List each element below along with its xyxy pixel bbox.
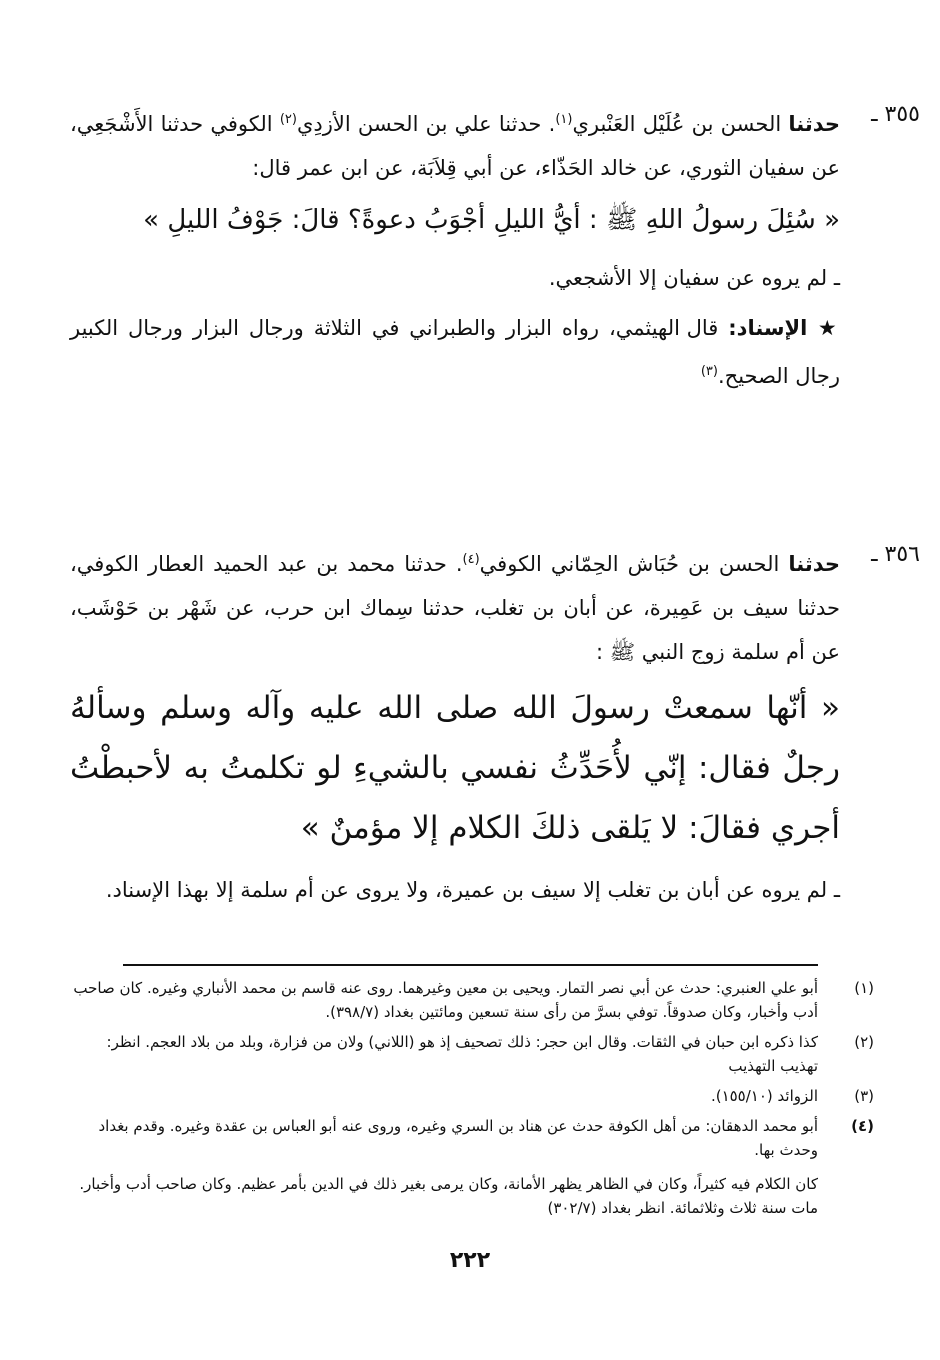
- footnote: [70, 1030, 874, 1078]
- hadith-number: ٣٥٦ ـ: [871, 542, 920, 567]
- isnad-paragraph: [70, 538, 840, 674]
- footnote-text: كذا ذكره ابن حبان في الثقات. وقال ابن حجر: ذلك تصحيف إذ هو (اللاني) ولان من فزارة، وبلد من بلاد العجم. انظر: تهذيب التهذيب: [106, 1033, 818, 1075]
- page-number: ٢٢٢: [449, 1248, 491, 1273]
- footnote: [70, 976, 874, 1024]
- footnote-continuation: كان الكلام فيه كثيراً، وكان في الظاهر يظهر الأمانة، وكان يرمى بغير ذلك في الدين بأمر عظيم. وكان صاحب أدب وأخبار. مات سنة ثلاث وثلاثمائة. انظر بغداد (٣٠٢/٧): [79, 1175, 818, 1217]
- isnad-text: الحسن بن حُبَاش الحِمّاني الكوفي: [479, 552, 780, 576]
- hadith-matn: « سُئِلَ رسولُ اللهِ ﷺ : أيُّ الليلِ أجْوَبُ دعوةً؟ قالَ: جَوْفُ الليلِ »: [143, 205, 840, 235]
- footnote-number: (٢): [854, 1033, 874, 1051]
- isnad-lead: حدثنا: [788, 112, 841, 136]
- footnote-ref: (٤): [462, 552, 480, 567]
- hadith-number: ٣٥٥ ـ: [871, 102, 920, 127]
- hadith-note: ـ لم يروه عن أبان بن تغلب إلا سيف بن عميرة، ولا يروى عن أم سلمة إلا بهذا الإسناد.: [105, 878, 840, 902]
- hadith-note: ـ لم يروه عن سفيان إلا الأشجعي.: [548, 266, 840, 290]
- footnote-ref: (١): [555, 112, 573, 127]
- isnad-comment: قال الهيثمي، رواه البزار والطبراني في الثلاثة ورجال البزار ورجال الكبير رجال الصحيح.: [70, 316, 840, 388]
- hadith-matn: « أنّها سمعتْ رسولَ الله صلى الله عليه وآله وسلم وسألهُ رجلٌ فقال: إنّي لأُحَدِّثُ نفسي بالشيءِ لو تكلمتُ به لأحبطْتُ أجري فقالَ: لا يَلقى ذلكَ الكلام إلا مؤمنٌ »: [70, 690, 840, 846]
- isnad-text: الحسن بن عُلَيْل العَنْبري: [572, 112, 782, 136]
- isnad-text: . حدثنا محمد بن عبد الحميد العطار الكوفي، حدثنا سيف بن عَمِيرة، عن أبان بن تغلب، حدثنا سِماك ابن حرب، عن شَهْر بن حَوْشَب، عن أم سلمة زوج النبي ﷺ :: [70, 552, 840, 664]
- hadith-355: [70, 98, 920, 398]
- footnote-text: الزوائد (١٥٥/١٠).: [710, 1087, 818, 1105]
- footnote-number: (٣): [854, 1087, 874, 1105]
- footnote-text: أبو علي العنبري: حدث عن أبي نصر التمار. ويحيى بن معين وغيرهما. روى عنه قاسم بن محمد الأنباري وغيره. كان صاحب أدب وأخبار، وكان صدوقاً. توفي بسرَّ من رأى سنة تسعين ومائتين بغداد (٣٩٨/٧).: [73, 979, 818, 1021]
- isnad-comment-paragraph: [70, 306, 840, 398]
- footnote-divider: [123, 964, 818, 966]
- footnote-ref: (٢): [279, 112, 297, 127]
- footnote-ref: (٣): [700, 364, 718, 379]
- isnad-label: ★ الإسناد:: [728, 316, 840, 340]
- footnote-number: (١): [854, 979, 874, 997]
- isnad-lead: حدثنا: [788, 552, 840, 576]
- footnote-number: (٤): [851, 1117, 874, 1135]
- footnotes: [70, 976, 874, 1220]
- isnad-paragraph: [70, 98, 840, 190]
- footnote-text: أبو محمد الدهقان: من أهل الكوفة حدث عن هناد بن السري وغيره، وروى عنه أبو العباس بن عقدة وغيره. وقدم بغداد وحدث بها.: [98, 1117, 818, 1159]
- isnad-text: . حدثنا علي بن الحسن الأزدِي: [296, 112, 556, 136]
- footnote: [70, 1084, 874, 1108]
- isnad-text: الكوفي حدثنا الأَشْجَعِي، عن سفيان الثوري، عن خالد الحَذّاء، عن أبي قِلاَبَة، عن ابن عمر قال:: [70, 112, 840, 180]
- hadith-356: [70, 538, 920, 912]
- footnote: [70, 1114, 874, 1162]
